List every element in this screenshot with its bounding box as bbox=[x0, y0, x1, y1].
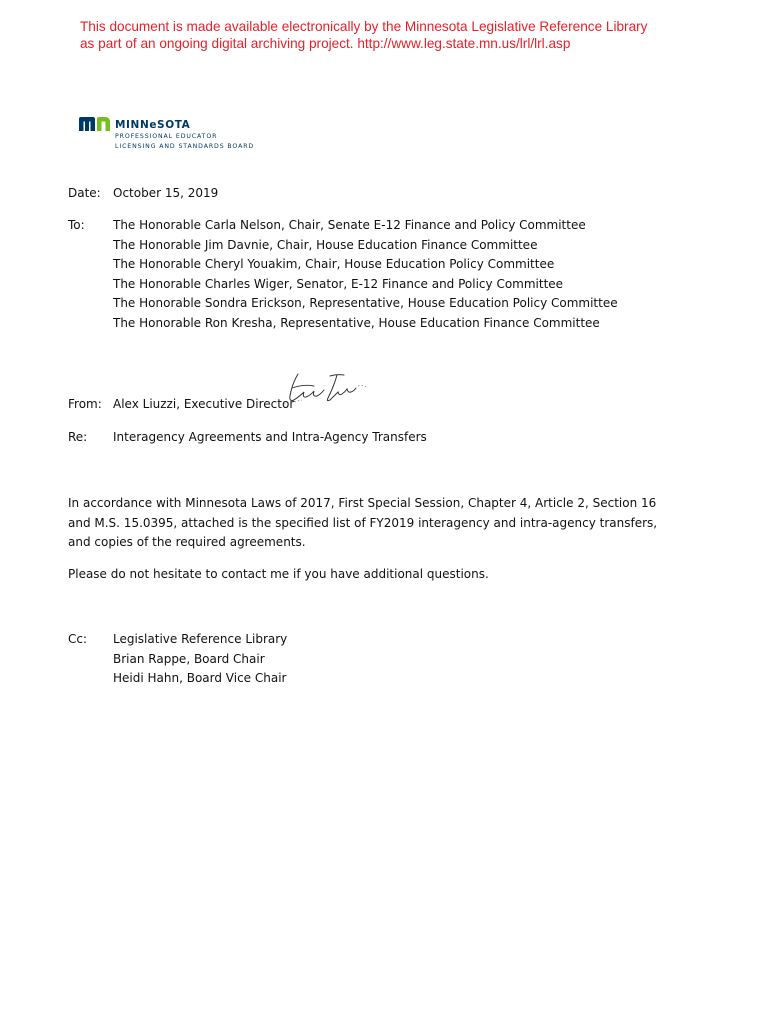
minnesota-pelsb-logo bbox=[78, 116, 338, 156]
cc-recipient: Legislative Reference Library bbox=[113, 632, 288, 646]
date-value: October 15, 2019 bbox=[113, 186, 219, 200]
to-recipient: The Honorable Ron Kresha, Representative, House Education Finance Committee bbox=[113, 315, 600, 330]
from-label: From: bbox=[68, 397, 102, 411]
cc-recipient-list bbox=[113, 630, 287, 689]
logo-wordmark: MINNeSOTA bbox=[115, 119, 191, 131]
re-label: Re: bbox=[68, 430, 88, 444]
archive-notice-line-2: as part of an ongoing digital archiving project. http://www.leg.state.mn.us/lrl/lrl.asp bbox=[80, 36, 571, 51]
logo-subtitle-line-1: PROFESSIONAL EDUCATOR bbox=[115, 133, 218, 140]
archive-notice bbox=[80, 18, 720, 52]
from-value: Alex Liuzzi, Executive Director bbox=[113, 397, 295, 411]
archive-notice-line-1: This document is made available electronically by the Minnesota Legislative Reference Library bbox=[80, 19, 648, 34]
handwritten-signature bbox=[284, 366, 374, 408]
to-recipient: The Honorable Sondra Erickson, Representative, House Education Policy Committee bbox=[113, 296, 618, 310]
body-paragraph-1: In accordance with Minnesota Laws of 2017, First Special Session, Chapter 4, Article 2, Section 16 and M.S. 15.0395, attached is the specified list of FY2019 interagency and intra-agency transfers, and copies of the required agreements. bbox=[68, 496, 658, 549]
body-paragraph-2: Please do not hesitate to contact me if you have additional questions. bbox=[68, 567, 489, 581]
to-label: To: bbox=[68, 218, 85, 232]
to-recipient-list bbox=[113, 216, 618, 333]
cc-recipient: Brian Rappe, Board Chair bbox=[113, 651, 265, 666]
re-value: Interagency Agreements and Intra-Agency Transfers bbox=[113, 430, 427, 444]
to-recipient: The Honorable Cheryl Youakim, Chair, House Education Policy Committee bbox=[113, 257, 555, 271]
cc-label: Cc: bbox=[68, 632, 88, 646]
minnesota-m-icon bbox=[78, 116, 112, 132]
to-recipient: The Honorable Jim Davnie, Chair, House Education Finance Committee bbox=[113, 237, 538, 252]
logo-subtitle-line-2: LICENSING AND STANDARDS BOARD bbox=[115, 143, 255, 150]
date-label: Date: bbox=[68, 186, 101, 200]
to-recipient: The Honorable Charles Wiger, Senator, E-12 Finance and Policy Committee bbox=[113, 276, 564, 291]
cc-recipient: Heidi Hahn, Board Vice Chair bbox=[113, 671, 287, 685]
to-recipient: The Honorable Carla Nelson, Chair, Senate E-12 Finance and Policy Committee bbox=[113, 218, 586, 232]
